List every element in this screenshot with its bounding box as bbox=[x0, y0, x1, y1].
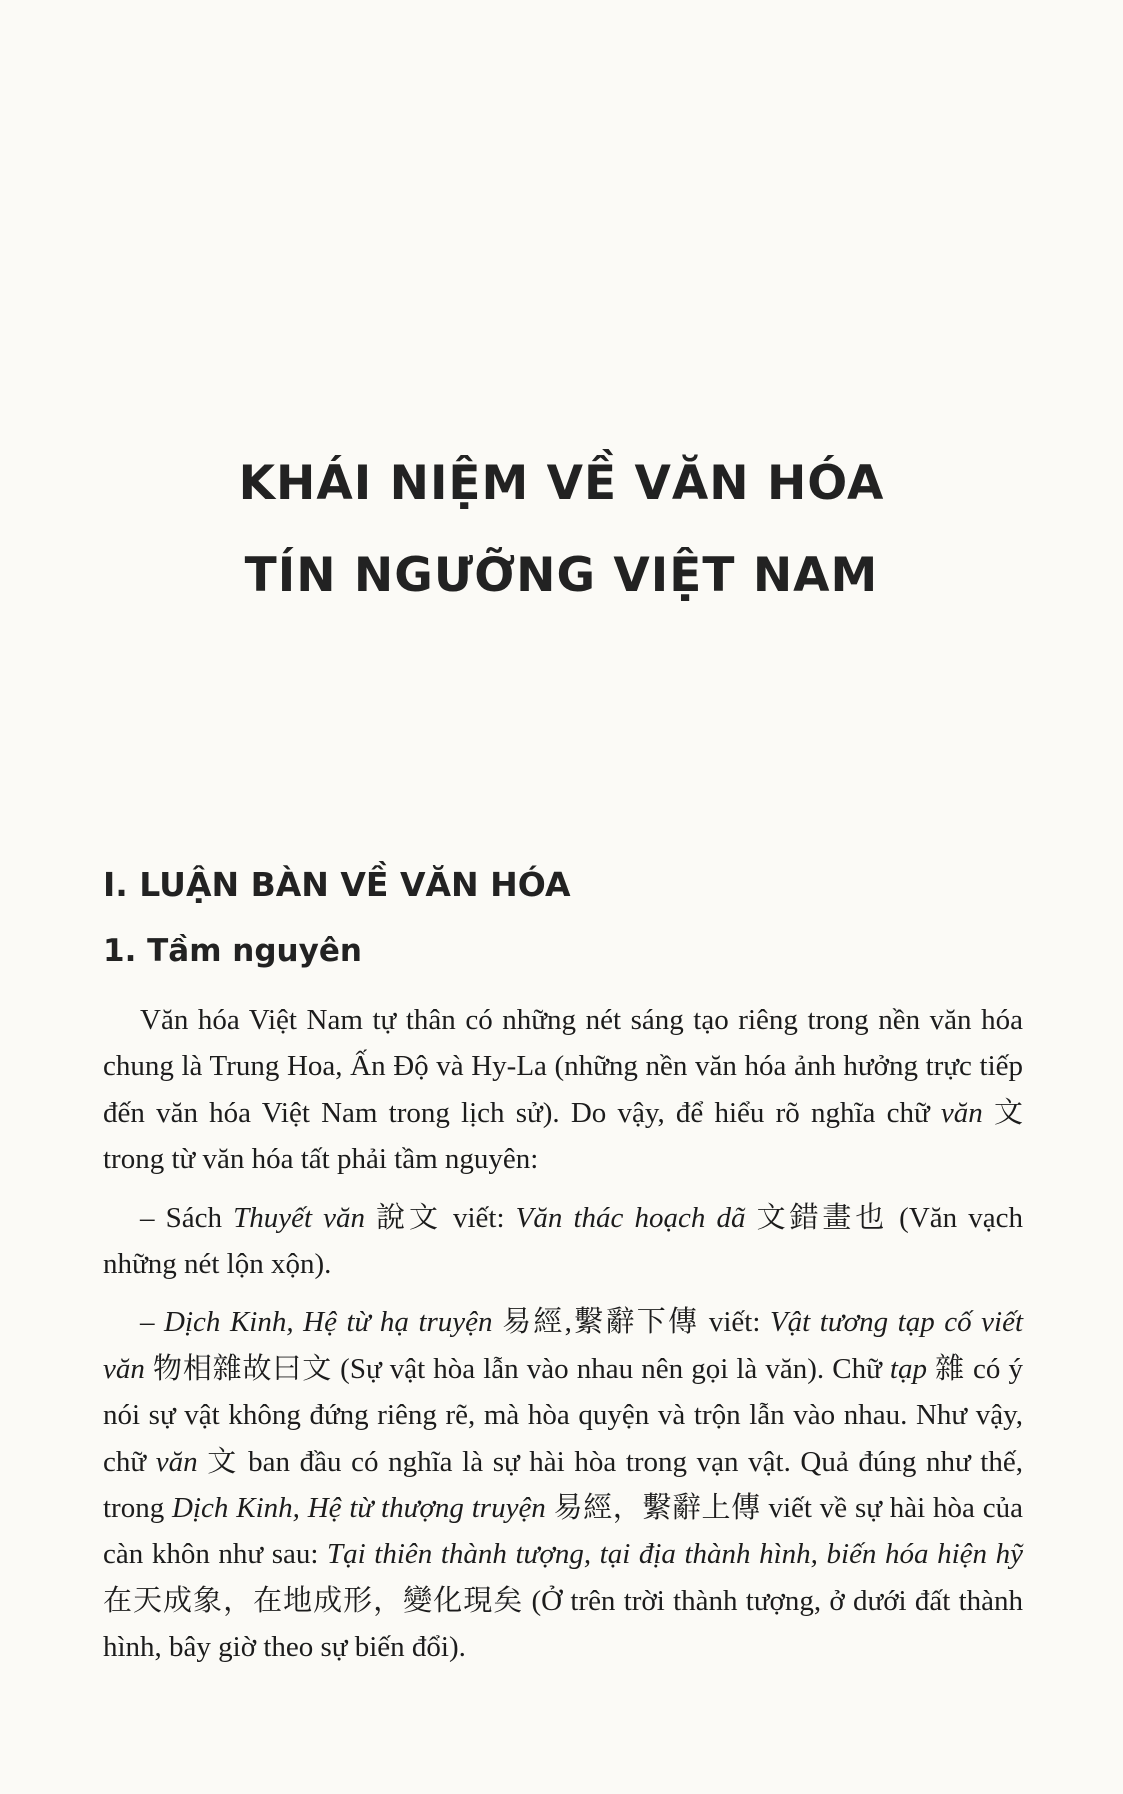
paragraph-1-italic-a: văn bbox=[940, 1096, 983, 1129]
chapter-title-line-1: KHÁI NIỆM VỀ VĂN HÓA bbox=[238, 456, 885, 511]
paragraph-2-text-b: 說文 viết: bbox=[365, 1201, 516, 1234]
paragraph-3-text-d: 文 ban đầu có nghĩa là sự hài hòa trong vạn vật. Quả đúng như thế, trong bbox=[103, 1445, 1023, 1525]
paragraph-2-italic-b: Văn thác hoạch dã bbox=[515, 1201, 746, 1234]
section-heading: I. LUẬN BÀN VỀ VĂN HÓA bbox=[103, 865, 571, 904]
subsection-heading: 1. Tầm nguyên bbox=[103, 933, 362, 969]
paragraph-1-text-a: Văn hóa Việt Nam tự thân có những nét sáng tạo riêng trong nền văn hóa chung là Trung Hoa, Ấn Độ và Hy-La (những nền văn hóa ảnh hưởng trực tiếp đến văn hóa Việt Nam trong lịch sử). Do vậy, để hiểu rõ nghĩa chữ bbox=[103, 1004, 1023, 1129]
paragraph-3-text-f: 在天成象，在地成形，變化現矣 (Ở trên trời thành tượng, ở dưới đất thành hình, bây giờ theo sự biến đổi). bbox=[103, 1584, 1023, 1664]
paragraph-3-italic-a: Dịch Kinh, Hệ từ hạ truyện bbox=[164, 1306, 493, 1339]
paragraph-1-text-b: 文 trong từ văn hóa tất phải tầm nguyên: bbox=[103, 1096, 1023, 1176]
paragraph-3 bbox=[103, 1299, 1023, 1670]
paragraph-3-text-b: 物相雜故曰文 (Sự vật hòa lẫn vào nhau nên gọi là văn). Chữ bbox=[144, 1352, 890, 1385]
chapter-title-line-2: TÍN NGƯỠNG VIỆT NAM bbox=[244, 548, 879, 603]
paragraph-2-text-a: – Sách bbox=[140, 1201, 234, 1234]
paragraph-3-text-a: 易經,繫辭下傳 viết: bbox=[492, 1306, 770, 1339]
paragraph-3-italic-d: văn bbox=[155, 1445, 198, 1478]
paragraph-2 bbox=[103, 1195, 1023, 1288]
chapter-title bbox=[0, 438, 1123, 622]
paragraph-3-italic-f: Tại thiên thành tượng, tại địa thành hình, biến hóa hiện hỹ bbox=[327, 1538, 1023, 1571]
paragraph-2-text-c: 文錯畫也 (Văn vạch những nét lộn xộn). bbox=[103, 1201, 1024, 1281]
paragraph-3-italic-e: Dịch Kinh, Hệ từ thượng truyện bbox=[172, 1492, 546, 1525]
paragraph-3-text-c: 雜 có ý nói sự vật không đứng riêng rẽ, mà hòa quyện và trộn lẫn vào nhau. Như vậy, chữ bbox=[103, 1352, 1023, 1478]
paragraph-3-italic-c: tạp bbox=[889, 1352, 927, 1385]
body-text bbox=[103, 997, 1023, 1671]
paragraph-3-text-e: 易經，繫辭上傳 viết về sự hài hòa của càn khôn như sau: bbox=[103, 1492, 1023, 1571]
paragraph-1 bbox=[103, 997, 1023, 1183]
paragraph-3-italic-b: Vật tương tạp cố viết văn bbox=[103, 1306, 1024, 1385]
paragraph-3-text-dash: – bbox=[140, 1306, 165, 1339]
paragraph-2-italic-a: Thuyết văn bbox=[233, 1201, 366, 1234]
